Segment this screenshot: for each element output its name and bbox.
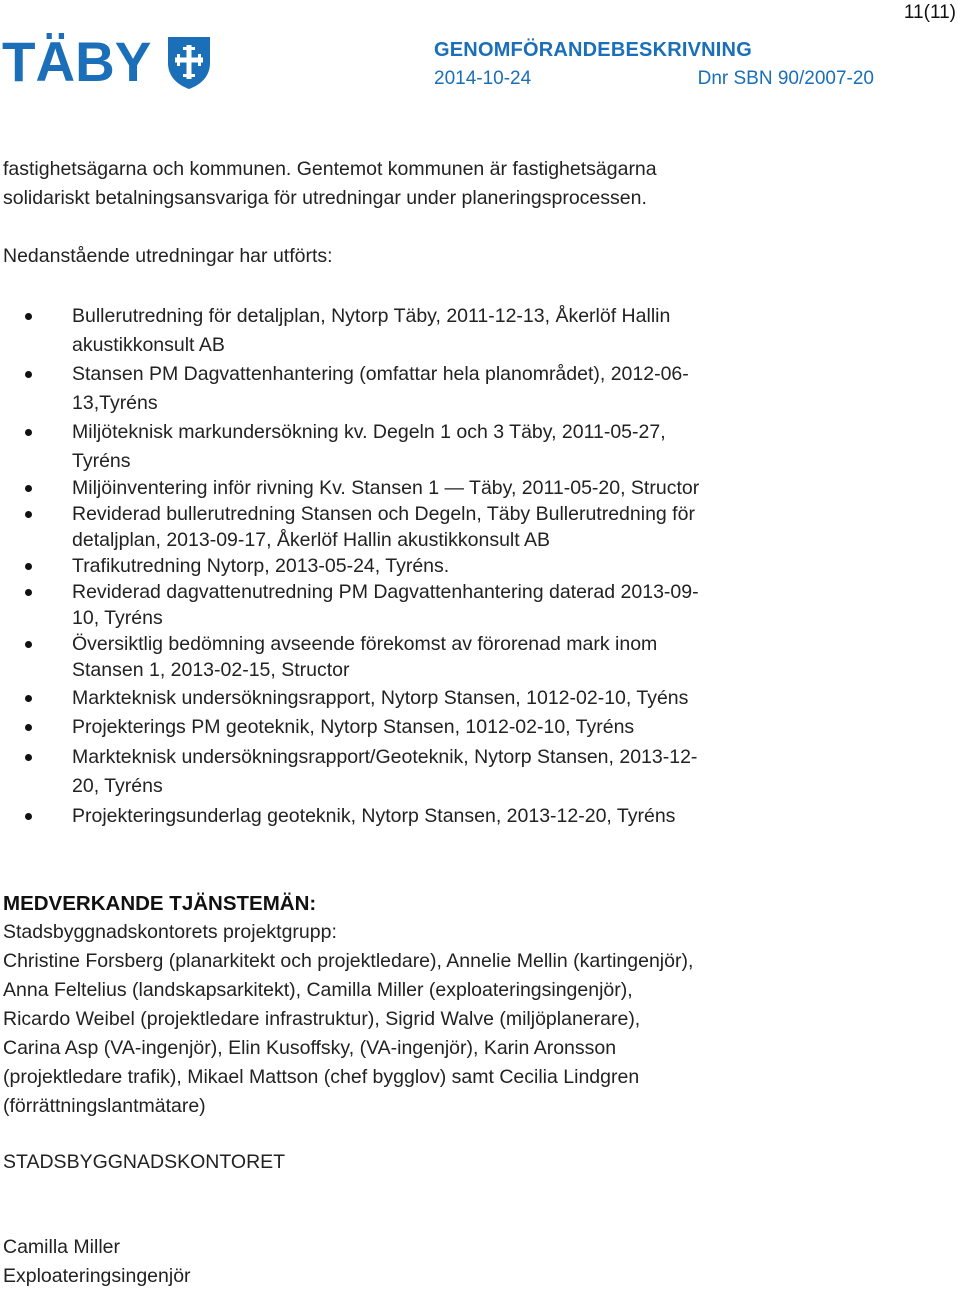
list-item: Översiktlig bedömning avseende förekomst av förorenad mark inom Stansen 1, 2013-02-15, Structor <box>3 631 772 683</box>
list-item: Reviderad bullerutredning Stansen och Degeln, Täby Bullerutredning för detaljplan, 2013-09-17, Åkerlöf Hallin akustikkonsult AB <box>3 501 772 553</box>
document-date: 2014-10-24 <box>434 68 532 89</box>
staff-group-label: Stadsbyggnadskontorets projektgrupp: <box>3 921 337 943</box>
bullet-icon <box>25 429 32 436</box>
signer-name: Camilla Miller <box>3 1236 121 1258</box>
signer-title: Exploateringsingenjör <box>3 1265 191 1287</box>
intro-paragraph <box>3 155 923 213</box>
list-item: Miljöinventering inför rivning Kv. Stansen 1 — Täby, 2011-05-20, Structor <box>3 475 772 501</box>
bullet-icon <box>25 641 32 648</box>
paragraph-line: solidariskt betalningsansvariga för utredningar under planeringsprocessen. <box>3 187 647 209</box>
list-item: Projekteringsunderlag geoteknik, Nytorp Stansen, 2013-12-20, Tyréns <box>3 802 772 831</box>
list-item: Markteknisk undersökningsrapport/Geoteknik, Nytorp Stansen, 2013-12- 20, Tyréns <box>3 743 772 801</box>
list-item: Miljöteknisk markundersökning kv. Degeln 1 och 3 Täby, 2011-05-27, Tyréns <box>3 418 772 476</box>
bullet-icon <box>25 813 32 820</box>
list-item: Bullerutredning för detaljplan, Nytorp Täby, 2011-12-13, Åkerlöf Hallin akustikkonsult AB <box>3 302 772 360</box>
investigation-list <box>3 302 923 831</box>
bullet-icon <box>25 589 32 596</box>
document-body <box>3 155 923 1291</box>
staff-list: Christine Forsberg (planarkitekt och projektledare), Annelie Mellin (kartingenjör), Anna Feltelius (landskapsarkitekt), Camilla Miller (exploateringsingenjör), Ricardo Weibel (projektledare infrastruktur), Sigrid Walve (miljöplanerare), Carina Asp (VA-ingenjör), Elin Kusoffsky, (VA-ingenjör), Karin Aronsson (projektledare trafik), Mikael Mattson (chef bygglov) samt Cecilia Lindgren (förrättningslantmätare) <box>3 950 694 1117</box>
bullet-icon <box>25 485 32 492</box>
signature-block <box>3 1148 923 1291</box>
document-title: GENOMFÖRANDEBESKRIVNING <box>434 39 752 61</box>
list-item: Markteknisk undersökningsrapport, Nytorp Stansen, 1012-02-10, Tyéns <box>3 684 772 713</box>
bullet-icon <box>25 511 32 518</box>
list-item: Trafikutredning Nytorp, 2013-05-24, Tyréns. <box>3 553 772 579</box>
staff-heading: MEDVERKANDE TJÄNSTEMÄN: <box>3 892 317 915</box>
bullet-icon <box>25 371 32 378</box>
list-item: Projekterings PM geoteknik, Nytorp Stansen, 1012-02-10, Tyréns <box>3 713 772 742</box>
bullet-icon <box>25 695 32 702</box>
office-name: STADSBYGGNADSKONTORET <box>3 1151 286 1173</box>
page-number: 11(11) <box>903 2 956 23</box>
bullet-icon <box>25 754 32 761</box>
bullet-icon <box>25 724 32 731</box>
list-intro: Nedanstående utredningar har utförts: <box>3 245 333 267</box>
bullet-icon <box>25 313 32 320</box>
paragraph-line: fastighetsägarna och kommunen. Gentemot kommunen är fastighetsägarna <box>3 158 657 180</box>
document-reference: Dnr SBN 90/2007-20 <box>697 68 874 89</box>
staff-section <box>3 889 923 1121</box>
taby-shield-icon <box>164 33 214 91</box>
list-item: Reviderad dagvattenutredning PM Dagvattenhantering daterad 2013-09- 10, Tyréns <box>3 579 772 631</box>
taby-logo <box>2 30 214 93</box>
list-item: Stansen PM Dagvattenhantering (omfattar hela planområdet), 2012-06- 13,Tyréns <box>3 360 772 418</box>
logo-wordmark: TÄBY <box>2 30 152 93</box>
bullet-icon <box>25 563 32 570</box>
